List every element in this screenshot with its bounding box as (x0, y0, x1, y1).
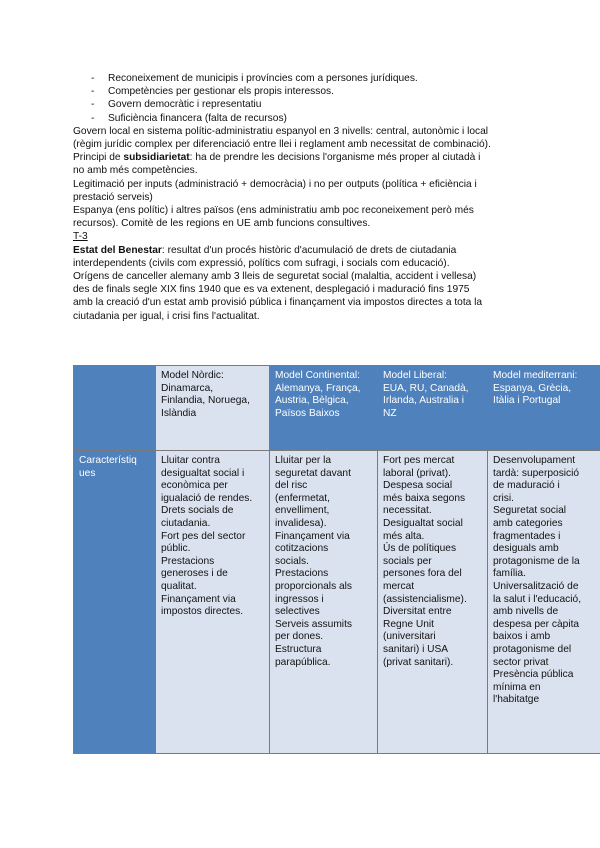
bold-term: subsidiarietat (123, 152, 190, 164)
cell-line: Països Baixos (275, 407, 340, 419)
cell-line: Característiq (79, 455, 137, 466)
text-fragment: : resultat d'un procés històric d'acumulació de drets de ciutadania (161, 244, 457, 256)
header-cell-mediterranean (488, 366, 600, 451)
cell-line: envelliment, (275, 505, 330, 517)
cell-line: (assistencialisme). (383, 593, 467, 605)
table-row (74, 451, 600, 754)
notes-text (73, 72, 533, 323)
welfare-models-table (73, 365, 600, 754)
table-header-row (74, 366, 600, 451)
cell-line: Drets socials de (161, 505, 234, 517)
cell-line: necessitat. (383, 505, 432, 517)
text-line: (règim jurídic complex per diferenciació entre llei i reglament amb necessitat de combinació). (73, 139, 491, 151)
paragraph-legitimation (73, 178, 533, 204)
cell-line: ciutadania. (161, 517, 211, 529)
row-label-cell (74, 451, 156, 754)
cell-line: despesa per càpita (493, 618, 580, 630)
cell-line: ingressos i (275, 593, 324, 605)
text-line: Espanya (ens polític) i altres països (ens administratiu amb poc reconeixement però més (73, 205, 474, 217)
text-line: prestació serveis) (73, 191, 153, 203)
cell-line: tardà: superposició (493, 467, 580, 479)
cell-line: ues (79, 467, 96, 479)
cell-line: Serveis assumits (275, 618, 352, 630)
cell-line: Lluitar contra (161, 455, 220, 466)
cell-line: per dones. (275, 631, 324, 643)
cell-line: Model Continental: (275, 370, 360, 381)
cell-line: Dinamarca, (161, 382, 214, 394)
cell-line: proporcionals als (275, 580, 353, 592)
cell-line: Fort pes del sector (161, 530, 246, 542)
cell-line: Model Nòrdic: (161, 370, 224, 381)
text-line: Orígens de canceller alemany amb 3 lleis de seguretat social (malaltia, accident i vellesa) (73, 271, 477, 283)
cell-line: amb categories (493, 517, 563, 529)
paragraph-welfare-state (73, 244, 533, 323)
cell-line: baixos i amb (493, 631, 551, 643)
cell-line: seguretat davant (275, 467, 351, 479)
cell-line: sanitari) i USA (383, 643, 449, 655)
list-item: - Suficiència financera (falta de recursos) (73, 112, 533, 125)
list-item: - Competències per gestionar els propis interessos. (73, 85, 533, 98)
cell-line: mínima en (493, 681, 541, 693)
cell-line: protagonisme del (493, 643, 572, 655)
cell-line: Model mediterrani: (493, 370, 578, 381)
cell-line: Finlandia, Noruega, (161, 395, 250, 407)
cell-line: (privat sanitari). (383, 656, 454, 668)
section-heading: T-3 (73, 231, 88, 243)
cell-line: Islàndia (161, 407, 197, 419)
text-line: des de finals segle XIX fins 1940 que es va extenent, desplegació i maduració fins 1975 (73, 284, 470, 296)
cell-line: crisi. (493, 492, 514, 504)
cell-line: fragmentades i (493, 530, 561, 542)
cell-line: protagonisme de la (493, 555, 580, 567)
text-fragment: Principi de (73, 152, 124, 164)
cell-line: Itàlia i Portugal (493, 395, 561, 407)
cell-line: Finançament via (275, 530, 350, 542)
text-line (73, 244, 533, 257)
cell-line: Desenvolupament (493, 455, 576, 466)
cell-line: socials. (275, 555, 309, 567)
cell-line: (enfermetat, (275, 492, 330, 504)
cell-line: mercat (383, 580, 415, 592)
text-line: no amb més competències. (73, 165, 198, 177)
cell-line: desigualtat social i (161, 467, 245, 479)
text-fragment: : ha de prendre les decisions l'organisme més proper al ciutadà i (189, 152, 481, 164)
cell-line: Lluitar per la (275, 455, 332, 466)
text-line: Legitimació per inputs (administració + democràcia) i no per outputs (política + eficiència i (73, 178, 477, 190)
cell-line: Presència pública (493, 669, 574, 681)
cell-line: del risc (275, 480, 308, 492)
cell-mediterranean (488, 451, 600, 754)
cell-line: família. (493, 568, 526, 580)
cell-line: Prestacions (161, 555, 215, 567)
cell-line: NZ (383, 407, 397, 419)
cell-line: persones fora del (383, 568, 462, 580)
header-cell-nordic (156, 366, 270, 451)
text-line: recursos). Comitè de les regions en UE amb funcions consultives. (73, 218, 371, 230)
cell-line: Despesa social (383, 480, 453, 492)
text-line: ciutadania per igual, i crisi fins l'actualitat. (73, 310, 260, 322)
cell-line: Regne Unit (383, 618, 434, 630)
cell-line: Finançament via (161, 593, 236, 605)
cell-line: generoses i de (161, 568, 228, 580)
cell-line: qualitat. (161, 580, 197, 592)
bullet-list (73, 72, 533, 125)
cell-line: (universitari (383, 631, 436, 643)
cell-line: la salut i l'educació, (493, 593, 582, 605)
list-item: - Reconeixement de municipis i províncies com a persones jurídiques. (73, 72, 533, 85)
cell-line: EUA, RU, Canadà, (383, 382, 469, 394)
cell-line: Seguretat social (493, 505, 567, 517)
cell-line: parapública. (275, 656, 331, 668)
cell-line: socials per (383, 555, 432, 567)
cell-line: Model Liberal: (383, 370, 447, 381)
paragraph-spain-comparison (73, 204, 533, 230)
cell-line: desiguals amb (493, 543, 559, 555)
text-line: amb la creació d'un estat amb provisió pública i finançament via impostos directes a tota la (73, 297, 483, 309)
cell-line: Universalització de (493, 580, 579, 592)
cell-nordic (156, 451, 270, 754)
text-line: Govern local en sistema polític-administratiu espanyol en 3 nivells: central, autonòmic i local (73, 125, 489, 137)
paragraph-local-government (73, 125, 533, 151)
cell-line: amb nivells de (493, 606, 559, 618)
cell-line: impostos directes. (161, 606, 244, 618)
bold-term: Estat del Benestar (73, 244, 162, 256)
cell-line: igualació de rendes. (161, 492, 253, 504)
cell-continental (270, 451, 378, 754)
cell-line: Estructura (275, 643, 322, 655)
table-corner-cell (74, 366, 156, 451)
cell-line: invalidesa). (275, 517, 327, 529)
cell-line: més alta. (383, 530, 425, 542)
cell-line: Alemanya, França, (275, 382, 361, 394)
cell-line: l'habitatge (493, 694, 540, 706)
cell-line: cotitzacions (275, 543, 329, 555)
list-item: - Govern democràtic i representatiu (73, 98, 533, 111)
header-cell-continental (270, 366, 378, 451)
text-line: interdependents (civils com expressió, polítics com sufragi, i socials com educació). (73, 257, 450, 269)
cell-line: Ús de polítiques (383, 543, 457, 555)
cell-line: sector privat (493, 656, 549, 668)
cell-line: Prestacions (275, 568, 329, 580)
cell-line: Desigualtat social (383, 517, 463, 529)
text-line (73, 151, 533, 164)
cell-line: Espanya, Grècia, (493, 382, 572, 394)
cell-liberal (378, 451, 488, 754)
cell-line: Irlanda, Australia i (383, 395, 464, 407)
paragraph-subsidiarity (73, 151, 533, 177)
cell-line: econòmica per (161, 480, 228, 492)
cell-line: laboral (privat). (383, 467, 451, 479)
cell-line: selectives (275, 606, 320, 618)
cell-line: més baixa segons (383, 492, 466, 504)
cell-line: Diversitat entre (383, 606, 452, 618)
cell-line: públic. (161, 543, 191, 555)
cell-line: Fort pes mercat (383, 455, 455, 466)
cell-line: de maduració i (493, 480, 560, 492)
cell-line: Austria, Bèlgica, (275, 395, 349, 407)
header-cell-liberal (378, 366, 488, 451)
